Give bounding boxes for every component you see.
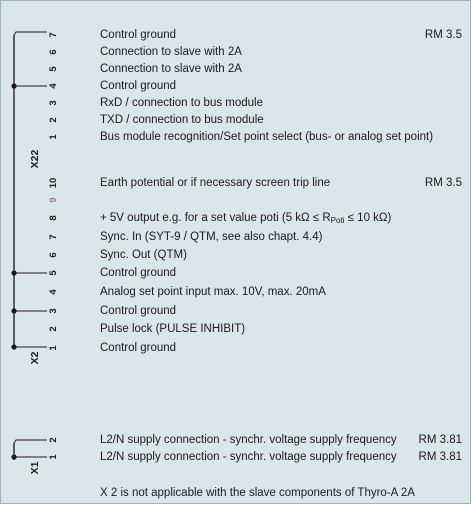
poti-suffix: ≤ 10 kΩ)	[344, 212, 392, 224]
junction-dot-x2-5	[11, 270, 16, 275]
pin-x22-3: 3	[48, 100, 59, 106]
ref-x1-2: RM 3.81	[418, 434, 462, 446]
connector-label-x1: X1	[29, 461, 41, 475]
pin-x2-5: 5	[48, 270, 59, 276]
desc-x2-2: Pulse lock (PULSE INHIBIT)	[100, 323, 246, 335]
pin-x2-3: 3	[48, 308, 59, 314]
pin-x22-7: 7	[48, 32, 59, 38]
wiring-diagram	[1, 1, 472, 505]
pin-x2-2: 2	[48, 326, 59, 332]
desc-x22-5: Connection to slave with 2A	[100, 63, 242, 75]
pin-x2-4: 4	[48, 289, 59, 295]
desc-x2-10: Earth potential or if necessary screen trip line	[100, 177, 331, 189]
pin-x2-8: 8	[48, 215, 59, 221]
desc-x2-6: Sync. Out (QTM)	[100, 249, 187, 261]
desc-x1-2: L2/N supply connection - synchr. voltage supply frequency	[100, 434, 397, 446]
desc-x2-5: Control ground	[100, 267, 177, 279]
pin-x2-9: 9	[48, 197, 59, 203]
desc-x2-1: Control ground	[100, 342, 177, 354]
pin-x2-7: 7	[48, 234, 59, 240]
footnote: X 2 is not applicable with the slave components of Thyro-A 2A	[100, 487, 415, 499]
desc-x22-6: Connection to slave with 2A	[100, 46, 242, 58]
pin-x2-6: 6	[48, 252, 59, 258]
pin-x22-2: 2	[48, 117, 59, 123]
pin-x1-1: 1	[48, 454, 59, 460]
connector-label-x22: X22	[29, 149, 41, 169]
desc-x1-1: L2/N supply connection - synchr. voltage supply frequency	[100, 451, 397, 463]
connector-label-x2: X2	[29, 351, 41, 365]
x1-top-hook	[14, 440, 47, 443]
x22-top-hook	[14, 32, 47, 35]
desc-x22-1: Bus module recognition/Set point select (bus- or analog set point)	[100, 131, 434, 143]
junction-dot-x2-1	[11, 344, 16, 349]
junction-dot-x22-4	[11, 83, 16, 88]
desc-x2-4: Analog set point input max. 10V, max. 20mA	[100, 286, 326, 298]
poti-prefix: + 5V output e.g. for a set value poti (5 kΩ ≤ R	[100, 212, 331, 224]
pin-x22-4: 4	[48, 83, 59, 89]
desc-x2-3: Control ground	[100, 305, 177, 317]
poti-subscript: Poti	[330, 216, 345, 225]
desc-x2-7: Sync. In (SYT-9 / QTM, see also chapt. 4.4)	[100, 231, 323, 243]
desc-x22-7: Control ground	[100, 29, 177, 41]
junction-dot-x2-3	[11, 308, 16, 313]
pin-x2-1: 1	[48, 345, 59, 351]
pin-x22-1: 1	[48, 134, 59, 140]
pin-x22-5: 5	[48, 66, 59, 72]
ref-x1-1: RM 3.81	[418, 451, 462, 463]
desc-x22-4: Control ground	[100, 80, 177, 92]
desc-x2-8	[100, 211, 391, 228]
desc-x22-2: TXD / connection to bus module	[100, 114, 264, 126]
pin-x2-10: 10	[48, 177, 59, 189]
ref-x22-7: RM 3.5	[424, 29, 462, 41]
pin-x1-2: 2	[48, 437, 59, 443]
desc-x22-3: RxD / connection to bus module	[100, 97, 264, 109]
pin-x22-6: 6	[48, 49, 59, 55]
ref-x2-10: RM 3.5	[424, 177, 462, 189]
junction-dot-x1-1	[11, 454, 16, 459]
